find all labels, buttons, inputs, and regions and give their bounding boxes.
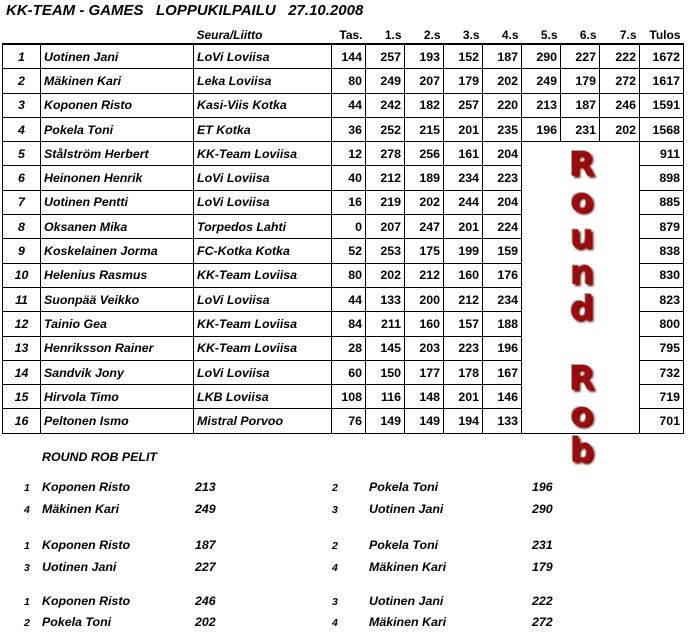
cell-s1: 252 xyxy=(366,117,405,141)
cell-s7: 272 xyxy=(600,69,640,93)
cell-total: 823 xyxy=(640,287,684,311)
cell-club: Mistral Porvoo xyxy=(194,409,332,433)
cell-s3: 194 xyxy=(444,409,483,433)
cell-s3: 178 xyxy=(444,360,483,384)
cell-s6: 231 xyxy=(561,117,600,141)
cell-s1: 149 xyxy=(366,409,405,433)
cell-tas: 144 xyxy=(332,44,366,69)
cell-name: Suonpää Veikko xyxy=(41,287,194,311)
cell-club: LoVi Loviisa xyxy=(194,287,332,311)
wordart-letter: u xyxy=(569,217,595,258)
game-player1: Koponen Risto xyxy=(42,480,131,494)
cell-s3: 257 xyxy=(444,93,483,117)
cell-s2: 215 xyxy=(405,117,444,141)
cell-s1: 219 xyxy=(366,190,405,214)
page-title: KK-TEAM - GAMES LOPPUKILPAILU 27.10.2008 xyxy=(6,2,364,19)
cell-tas: 16 xyxy=(332,190,366,214)
header-total: Tulos xyxy=(649,28,681,42)
cell-pos: 13 xyxy=(3,336,41,360)
cell-name: Tainio Gea xyxy=(41,312,194,336)
cell-s4: 234 xyxy=(483,287,522,311)
table-row xyxy=(3,69,684,93)
wordart-letter xyxy=(542,328,622,362)
cell-club: FC-Kotka Kotka xyxy=(194,239,332,263)
cell-name: Mäkinen Kari xyxy=(41,69,194,93)
cell-name: Pokela Toni xyxy=(41,117,194,141)
game-seed1: 1 xyxy=(24,540,30,552)
game-score2: 272 xyxy=(532,615,553,629)
cell-total: 795 xyxy=(640,336,684,360)
cell-s1: 249 xyxy=(366,69,405,93)
game-score2: 222 xyxy=(532,594,553,608)
game-seed1: 1 xyxy=(24,482,30,494)
cell-tas: 60 xyxy=(332,360,366,384)
round-robin-title: ROUND ROB PELIT xyxy=(42,450,157,464)
cell-s4: 188 xyxy=(483,312,522,336)
wordart-letter: R xyxy=(568,145,596,186)
game-player1: Uotinen Jani xyxy=(42,560,117,574)
game-player2: Mäkinen Kari xyxy=(369,560,447,574)
cell-s4: 187 xyxy=(483,44,522,69)
game-player1: Mäkinen Kari xyxy=(42,502,120,516)
cell-name: Heinonen Henrik xyxy=(41,166,194,190)
cell-total: 701 xyxy=(640,409,684,433)
cell-pos: 2 xyxy=(3,69,41,93)
cell-s1: 212 xyxy=(366,166,405,190)
cell-s6: 179 xyxy=(561,69,600,93)
cell-pos: 16 xyxy=(3,409,41,433)
cell-s2: 148 xyxy=(405,385,444,409)
cell-s3: 161 xyxy=(444,142,483,166)
game-score1: 187 xyxy=(195,538,216,552)
cell-tas: 80 xyxy=(332,263,366,287)
cell-name: Uotinen Pentti xyxy=(41,190,194,214)
wordart-letter: R xyxy=(568,359,596,400)
game-seed2: 2 xyxy=(332,540,338,552)
cell-s3: 179 xyxy=(444,69,483,93)
wordart-letter: o xyxy=(570,395,594,436)
cell-tas: 0 xyxy=(332,215,366,239)
cell-tas: 80 xyxy=(332,69,366,93)
cell-total: 719 xyxy=(640,385,684,409)
cell-s2: 177 xyxy=(405,360,444,384)
cell-name: Sandvik Jony xyxy=(41,360,194,384)
table-row xyxy=(3,142,684,166)
cell-club: LoVi Loviisa xyxy=(194,190,332,214)
cell-s5: 196 xyxy=(522,117,561,141)
header-s6: 6.s xyxy=(579,28,597,42)
wordart-letter: o xyxy=(570,181,594,222)
cell-total: 1568 xyxy=(640,117,684,141)
cell-s2: 193 xyxy=(405,44,444,69)
cell-name: Stålström Herbert xyxy=(41,142,194,166)
cell-pos: 6 xyxy=(3,166,41,190)
wordart-letter: b xyxy=(569,431,595,472)
cell-name: Hirvola Timo xyxy=(41,385,194,409)
game-score1: 227 xyxy=(195,560,216,574)
cell-tas: 44 xyxy=(332,287,366,311)
cell-s2: 200 xyxy=(405,287,444,311)
cell-pos: 4 xyxy=(3,117,41,141)
cell-tas: 52 xyxy=(332,239,366,263)
cell-s1: 202 xyxy=(366,263,405,287)
cell-s2: 203 xyxy=(405,336,444,360)
game-seed2: 3 xyxy=(332,504,338,516)
cell-tas: 44 xyxy=(332,93,366,117)
cell-total: 800 xyxy=(640,312,684,336)
cell-club: KK-Team Loviisa xyxy=(194,142,332,166)
game-score1: 246 xyxy=(195,594,216,608)
cell-tas: 12 xyxy=(332,142,366,166)
cell-pos: 15 xyxy=(3,385,41,409)
cell-pos: 11 xyxy=(3,287,41,311)
cell-name: Koponen Risto xyxy=(41,93,194,117)
game-row xyxy=(0,502,700,524)
cell-tas: 28 xyxy=(332,336,366,360)
cell-s2: 212 xyxy=(405,263,444,287)
table-row xyxy=(3,44,684,69)
table-row xyxy=(3,117,684,141)
cell-s5: 213 xyxy=(522,93,561,117)
game-player2: Uotinen Jani xyxy=(369,594,444,608)
game-score2: 196 xyxy=(532,480,553,494)
header-name xyxy=(41,27,194,44)
cell-club: Torpedos Lahti xyxy=(194,215,332,239)
cell-club: Kasi-Viis Kotka xyxy=(194,93,332,117)
game-seed2: 2 xyxy=(332,482,338,494)
cell-s2: 160 xyxy=(405,312,444,336)
cell-s2: 175 xyxy=(405,239,444,263)
header-s1: 1.s xyxy=(384,28,402,42)
cell-s7: 246 xyxy=(600,93,640,117)
cell-s4: 235 xyxy=(483,117,522,141)
cell-s1: 116 xyxy=(366,385,405,409)
cell-club: ET Kotka xyxy=(194,117,332,141)
cell-total: 911 xyxy=(640,142,684,166)
cell-name: Oksanen Mika xyxy=(41,215,194,239)
cell-s3: 157 xyxy=(444,312,483,336)
cell-s4: 220 xyxy=(483,93,522,117)
cell-s7: 222 xyxy=(600,44,640,69)
cell-s4: 223 xyxy=(483,166,522,190)
cell-club: LoVi Loviisa xyxy=(194,166,332,190)
cell-s2: 149 xyxy=(405,409,444,433)
game-seed1: 2 xyxy=(24,617,30,629)
game-seed1: 3 xyxy=(24,562,30,574)
game-row xyxy=(0,560,700,582)
cell-s1: 207 xyxy=(366,215,405,239)
game-seed1: 1 xyxy=(24,596,30,608)
game-row xyxy=(0,538,700,560)
cell-total: 1672 xyxy=(640,44,684,69)
cell-s4: 204 xyxy=(483,190,522,214)
header-s4: 4.s xyxy=(501,28,519,42)
game-player1: Koponen Risto xyxy=(42,594,131,608)
cell-s7: 202 xyxy=(600,117,640,141)
cell-s1: 145 xyxy=(366,336,405,360)
cell-pos: 3 xyxy=(3,93,41,117)
cell-s4: 167 xyxy=(483,360,522,384)
cell-name: Henriksson Rainer xyxy=(41,336,194,360)
cell-tas: 76 xyxy=(332,409,366,433)
cell-name: Helenius Rasmus xyxy=(41,263,194,287)
cell-pos: 9 xyxy=(3,239,41,263)
cell-s4: 204 xyxy=(483,142,522,166)
cell-s4: 224 xyxy=(483,215,522,239)
cell-total: 1591 xyxy=(640,93,684,117)
cell-s3: 152 xyxy=(444,44,483,69)
cell-s3: 212 xyxy=(444,287,483,311)
cell-pos: 1 xyxy=(3,44,41,69)
wordart-letter: n xyxy=(569,253,595,294)
cell-tas: 36 xyxy=(332,117,366,141)
game-row xyxy=(0,480,700,502)
cell-pos: 10 xyxy=(3,263,41,287)
cell-s3: 223 xyxy=(444,336,483,360)
game-row xyxy=(0,594,700,616)
header-s7: 7.s xyxy=(619,28,637,42)
header-club: Seura/Liitto xyxy=(196,28,263,42)
cell-s3: 199 xyxy=(444,239,483,263)
cell-s4: 176 xyxy=(483,263,522,287)
cell-s1: 278 xyxy=(366,142,405,166)
cell-s1: 150 xyxy=(366,360,405,384)
cell-name: Uotinen Jani xyxy=(41,44,194,69)
cell-s1: 133 xyxy=(366,287,405,311)
cell-tas: 108 xyxy=(332,385,366,409)
game-seed2: 3 xyxy=(332,596,338,608)
cell-s2: 189 xyxy=(405,166,444,190)
cell-s6: 227 xyxy=(561,44,600,69)
cell-s1: 253 xyxy=(366,239,405,263)
cell-s5: 249 xyxy=(522,69,561,93)
game-player2: Uotinen Jani xyxy=(369,502,444,516)
game-seed2: 4 xyxy=(332,562,338,574)
cell-total: 830 xyxy=(640,263,684,287)
cell-pos: 12 xyxy=(3,312,41,336)
cell-s4: 202 xyxy=(483,69,522,93)
cell-s4: 196 xyxy=(483,336,522,360)
cell-tas: 40 xyxy=(332,166,366,190)
game-player2: Mäkinen Kari xyxy=(369,615,447,629)
cell-s1: 257 xyxy=(366,44,405,69)
game-score1: 202 xyxy=(195,615,216,629)
cell-total: 838 xyxy=(640,239,684,263)
cell-s4: 133 xyxy=(483,409,522,433)
header-pos xyxy=(3,27,41,44)
cell-total: 1617 xyxy=(640,69,684,93)
game-player1: Pokela Toni xyxy=(42,615,112,629)
cell-club: Leka Loviisa xyxy=(194,69,332,93)
cell-total: 879 xyxy=(640,215,684,239)
cell-s3: 234 xyxy=(444,166,483,190)
game-score2: 290 xyxy=(532,502,553,516)
table-row xyxy=(3,93,684,117)
cell-total: 885 xyxy=(640,190,684,214)
cell-name: Koskelainen Jorma xyxy=(41,239,194,263)
game-row xyxy=(0,615,700,637)
round-robin-wordart xyxy=(522,142,640,472)
cell-s2: 256 xyxy=(405,142,444,166)
cell-name: Peltonen Ismo xyxy=(41,409,194,433)
cell-pos: 7 xyxy=(3,190,41,214)
cell-total: 898 xyxy=(640,166,684,190)
game-seed2: 4 xyxy=(332,617,338,629)
cell-s3: 244 xyxy=(444,190,483,214)
game-player1: Koponen Risto xyxy=(42,538,131,552)
cell-tas: 84 xyxy=(332,312,366,336)
cell-s3: 201 xyxy=(444,117,483,141)
header-tas: Tas. xyxy=(339,28,363,42)
game-score2: 231 xyxy=(532,538,553,552)
cell-s3: 160 xyxy=(444,263,483,287)
cell-pos: 5 xyxy=(3,142,41,166)
cell-s3: 201 xyxy=(444,385,483,409)
game-score2: 179 xyxy=(532,560,553,574)
cell-s3: 201 xyxy=(444,215,483,239)
cell-s1: 211 xyxy=(366,312,405,336)
cell-pos: 14 xyxy=(3,360,41,384)
game-seed1: 4 xyxy=(24,504,30,516)
cell-total: 732 xyxy=(640,360,684,384)
cell-s2: 182 xyxy=(405,93,444,117)
game-player2: Pokela Toni xyxy=(369,538,439,552)
wordart-letter: d xyxy=(569,289,595,330)
game-score1: 213 xyxy=(195,480,216,494)
cell-s6: 187 xyxy=(561,93,600,117)
header-row xyxy=(3,27,684,44)
cell-club: LKB Loviisa xyxy=(194,385,332,409)
cell-s5: 290 xyxy=(522,44,561,69)
cell-s2: 247 xyxy=(405,215,444,239)
game-player2: Pokela Toni xyxy=(369,480,439,494)
cell-club: LoVi Loviisa xyxy=(194,44,332,69)
header-s5: 5.s xyxy=(540,28,558,42)
cell-club: KK-Team Loviisa xyxy=(194,312,332,336)
cell-club: KK-Team Loviisa xyxy=(194,336,332,360)
cell-club: LoVi Loviisa xyxy=(194,360,332,384)
cell-s2: 202 xyxy=(405,190,444,214)
cell-s1: 242 xyxy=(366,93,405,117)
cell-club: KK-Team Loviisa xyxy=(194,263,332,287)
cell-s4: 159 xyxy=(483,239,522,263)
cell-s2: 207 xyxy=(405,69,444,93)
cell-s4: 146 xyxy=(483,385,522,409)
header-s3: 3.s xyxy=(462,28,480,42)
cell-pos: 8 xyxy=(3,215,41,239)
header-s2: 2.s xyxy=(423,28,441,42)
game-score1: 249 xyxy=(195,502,216,516)
